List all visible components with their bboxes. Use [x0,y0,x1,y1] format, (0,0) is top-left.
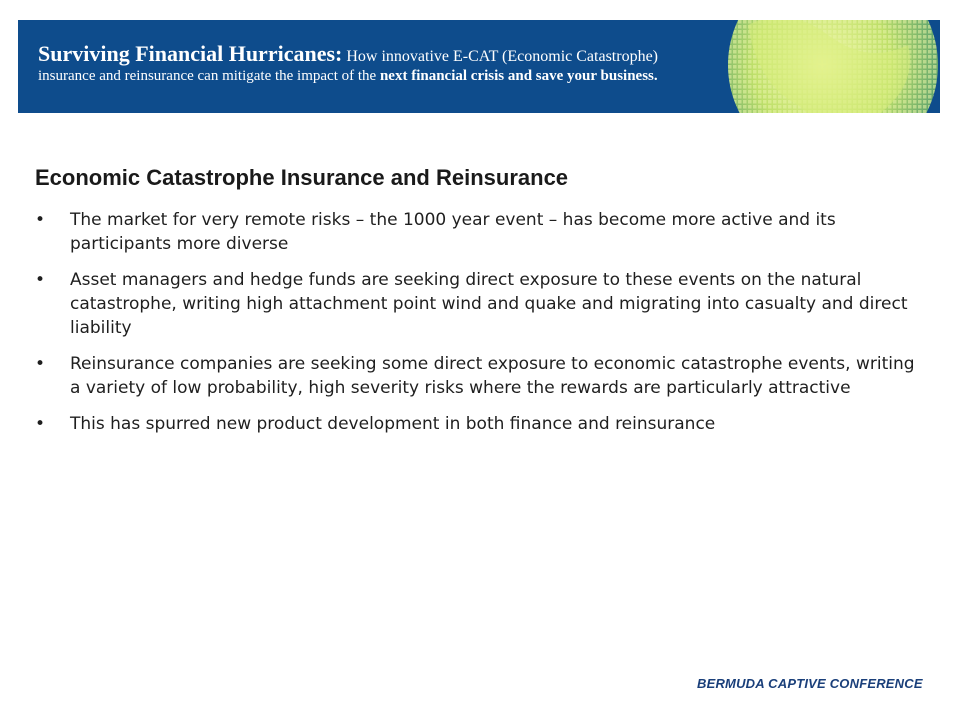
bullet-item [35,208,930,256]
bullet-text: Asset managers and hedge funds are seeking direct exposure to these events on the natural catastrophe, writing high attachment point wind and quake and migrating into casualty and direct liability [70,270,908,338]
bullet-icon: • [35,354,46,374]
banner-subtitle-line2 [38,69,918,85]
conference-logo [697,676,940,698]
bullet-icon: • [35,210,46,230]
bullet-text: This has spurred new product development in both finance and reinsurance [70,414,716,434]
bullet-icon: • [35,270,46,290]
banner-subtitle-bold: next financial crisis and save your business. [376,67,658,84]
banner-title: Surviving Financial Hurricanes: [38,41,343,66]
bullet-text: The market for very remote risks – the 1000 year event – has become more active and its participants more diverse [70,210,836,254]
bullet-text: Reinsurance companies are seeking some direct exposure to economic catastrophe events, writing a variety of low probability, high severity risks where the rewards are particularly attractive [70,354,915,398]
bullet-item [35,412,930,436]
banner-subtitle-regular: insurance and reinsurance can mitigate the impact of the [38,67,377,84]
conference-logo-text: BERMUDA CAPTIVE CONFERENCE [697,676,923,691]
header-banner [18,20,940,113]
slide-heading: Economic Catastrophe Insurance and Reinsurance [35,165,569,190]
bullet-item [35,352,930,400]
banner-text [38,42,918,85]
banner-subtitle: How innovative E-CAT (Economic Catastrophe) [342,48,658,65]
bullet-icon: • [35,414,46,434]
bullet-list [35,208,930,448]
bullet-item [35,268,930,340]
